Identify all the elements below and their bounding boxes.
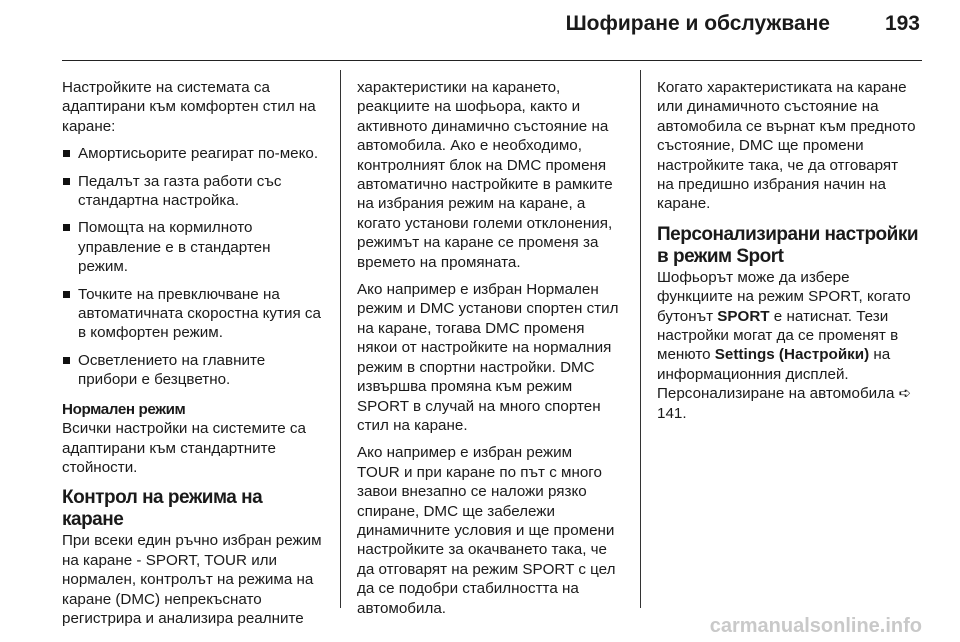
normal-mode-paragraph: Всички настройки на системите са адаптирани към стандартните стойности. [62,420,306,476]
settings-menu-label: Settings (Настройки) [714,346,870,364]
bullet-square-icon [63,224,70,231]
normal-mode-example-paragraph: Ако например е избран Нормален режим и DMC установи спортен стил на каране, тогава DMC променя някои от настройките на нормалния режим в спортни настройки. DMC извършва промяна към режим SPORT в случай на много спортен стил на каране. [357,281,619,434]
comfort-bullet-list [62,144,324,389]
column-divider-2 [640,70,641,608]
normal-mode-heading: Нормален режим [62,400,186,418]
intro-paragraph: Настройките на системата са адаптирани към комфортен стил на каране: [62,79,316,135]
bullet-square-icon [63,357,70,364]
dmc-section-heading: Контрол на режима на каране [62,487,263,531]
bullet-square-icon [63,291,70,298]
header-divider [62,60,922,61]
list-item: Осветлението на главните прибори е безцветно. [62,351,324,390]
column-3 [657,78,919,431]
sport-button-label: SPORT [717,307,770,325]
bullet-square-icon [63,178,70,185]
sport-settings-heading: Персонализирани настройки в режим Sport [657,223,919,267]
column-divider-1 [340,70,341,608]
column-1 [62,78,324,636]
page-title: Шофиране и обслужване [565,12,830,35]
dmc-paragraph: При всеки един ръчно избран режим на каране - SPORT, TOUR или нормален, контролът на режима на каране (DMC) непрекъснато регистрира и анализира реалните [62,532,322,627]
bullet-square-icon [63,150,70,157]
dmc-continued-paragraph: характеристики на карането, реакциите на шофьора, както и активното динамично състояние на автомобила. Ако е необходимо, контролният блок на DMC променя автоматично настройките в рамките на избрания режим на каране, а когато установи големи отклонения, режимът на каране се променя за времето на промяната. [357,79,613,271]
sport-settings-paragraph: Шофьорът може да избере функциите на режим SPORT, когато бутонът SPORT е натиснат. Тези настройки могат да се променят в менюто Settings (Настройки) на информационния дисплей. Персонализиране на автомобила ➪ 141. [657,268,912,422]
page-number: 193 [884,12,920,35]
page-reference-arrow-icon: ➪ [898,385,912,403]
list-item: Амортисьорите реагират по-меко. [62,144,324,163]
list-item: Помощта на кормилното управление е в стандартен режим. [62,218,324,276]
list-item: Педалът за газта работи със стандартна настройка. [62,172,324,211]
return-state-paragraph: Когато характеристиката на каране или динамичното състояние на автомобила се върнат към предното състояние, DMC ще промени настройките така, че да отговарят на предишно избрания начин на каране. [657,79,916,213]
column-2 [357,78,619,626]
tour-mode-example-paragraph: Ако например е избран режим TOUR и при каране по път с много завои внезапно се наложи рязко спиране, DMC ще забележи динамичните условия и ще промени настройките за окачването така, че да отговарят на режим SPORT с цел да се подобри стабилността на автомобила. [357,444,616,617]
watermark: carmanualsonline.info [709,615,922,637]
list-item: Точките на превключване на автоматичната скоростна кутия са в комфортен режим. [62,285,324,343]
page-reference-link[interactable]: 141. [657,404,687,422]
